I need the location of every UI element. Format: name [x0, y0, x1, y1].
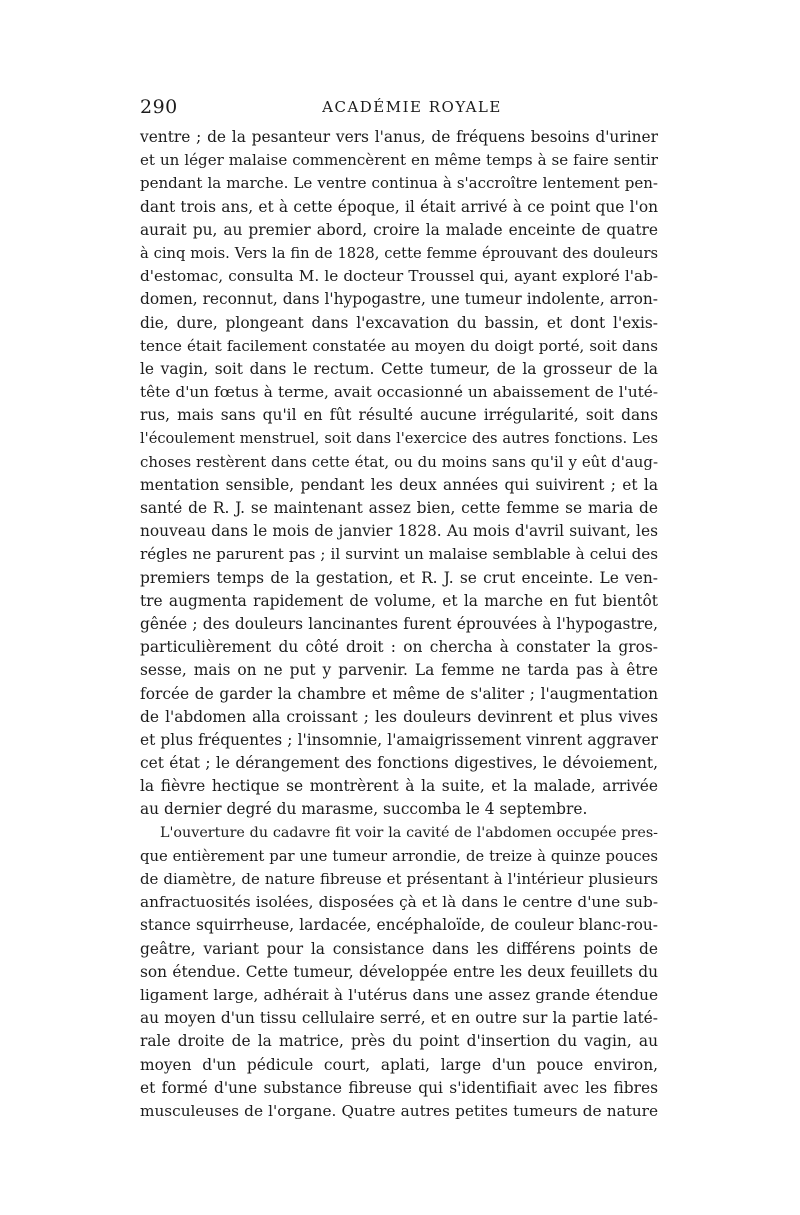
text-line: L'ouverture du cadavre fit voir la cavité de l'abdomen occupée pres-: [160, 824, 658, 841]
text-line: et plus fréquentes ; l'insomnie, l'amaigrissement vinrent aggraver: [140, 730, 658, 749]
text-line: d'estomac, consulta M. le docteur Troussel qui, ayant exploré l'ab-: [140, 267, 658, 286]
text-line: au dernier degré du marasme, succomba le 4 septembre.: [140, 800, 588, 819]
text-line: particulièrement du côté droit : on chercha à constater la gros-: [140, 638, 658, 657]
text-line: à cinq mois. Vers la fin de 1828, cette femme éprouvant des douleurs: [140, 244, 658, 262]
text-line: de diamètre, de nature fibreuse et présentant à l'intérieur plusieurs: [140, 870, 658, 888]
text-line: pendant la marche. Le ventre continua à s'accroître lentement pen-: [140, 174, 658, 193]
text-line: geâtre, variant pour la consistance dans les différens points de: [140, 939, 658, 958]
text-line: stance squirrheuse, lardacée, encéphaloïde, de couleur blanc-rou-: [140, 916, 658, 935]
text-line: choses restèrent dans cette état, ou du moins sans qu'il y eût d'aug-: [140, 452, 658, 471]
text-line: sesse, mais on ne put y parvenir. La femme ne tarda pas à être: [140, 661, 658, 680]
text-line: et un léger malaise commencèrent en même temps à se faire sentir: [140, 151, 658, 170]
text-line: moyen d'un pédicule court, aplati, large d'un pouce environ,: [140, 1055, 658, 1074]
text-line: tence était facilement constatée au moyen du doigt porté, soit dans: [140, 336, 658, 355]
text-line: que entièrement par une tumeur arrondie, de treize à quinze pouces: [140, 847, 658, 865]
text-line: gênée ; des douleurs lancinantes furent éprouvées à l'hypogastre,: [140, 614, 658, 633]
text-line: son étendue. Cette tumeur, développée entre les deux feuillets du: [140, 962, 658, 981]
text-line: la fièvre hectique se montrèrent à la suite, et la malade, arrivée: [140, 777, 658, 796]
text-line: nouveau dans le mois de janvier 1828. Au mois d'avril suivant, les: [140, 522, 658, 541]
text-line: die, dure, plongeant dans l'excavation du bassin, et dont l'exis-: [140, 313, 658, 332]
text-line: régles ne parurent pas ; il survint un malaise semblable à celui des: [140, 545, 658, 564]
text-line: l'écoulement menstruel, soit dans l'exercice des autres fonctions. Les: [140, 430, 658, 448]
paragraph-2: [140, 822, 658, 1123]
running-title: ACADÉMIE ROYALE: [322, 98, 502, 116]
text-line: santé de R. J. se maintenant assez bien, cette femme se maria de: [140, 499, 658, 517]
text-line: tête d'un fœtus à terme, avait occasionné un abaissement de l'uté-: [140, 383, 658, 402]
text-line: rus, mais sans qu'il en fût résulté aucune irrégularité, soit dans: [140, 406, 658, 425]
text-line: mentation sensible, pendant les deux années qui suivirent ; et la: [140, 475, 658, 494]
text-line: premiers temps de la gestation, et R. J. se crut enceinte. Le ven-: [140, 568, 658, 587]
text-line: et formé d'une substance fibreuse qui s'identifiait avec les fibres: [140, 1078, 658, 1097]
paragraph-1: [140, 126, 658, 822]
text-line: au moyen d'un tissu cellulaire serré, et en outre sur la partie laté-: [140, 1009, 658, 1028]
text-line: anfractuosités isolées, disposées çà et là dans le centre d'une sub-: [140, 893, 658, 912]
text-line: aurait pu, au premier abord, croire la malade enceinte de quatre: [140, 220, 658, 239]
running-head: [140, 96, 658, 124]
text-line: dant trois ans, et à cette époque, il était arrivé à ce point que l'on: [140, 197, 658, 216]
text-line: tre augmenta rapidement de volume, et la marche en fut bientôt: [140, 591, 658, 610]
text-line: forcée de garder la chambre et même de s'aliter ; l'augmentation: [140, 684, 658, 703]
text-line: ligament large, adhérait à l'utérus dans une assez grande étendue: [140, 985, 658, 1004]
text-line: rale droite de la matrice, près du point d'insertion du vagin, au: [140, 1032, 658, 1051]
text-line: domen, reconnut, dans l'hypogastre, une tumeur indolente, arron-: [140, 290, 658, 309]
page-number: 290: [140, 96, 178, 118]
text-line: de l'abdomen alla croissant ; les douleurs devinrent et plus vives: [140, 707, 658, 726]
text-line: le vagin, soit dans le rectum. Cette tumeur, de la grosseur de la: [140, 359, 658, 378]
text-line: ventre ; de la pesanteur vers l'anus, de fréquens besoins d'uriner: [140, 128, 658, 146]
page: [140, 96, 658, 1123]
text-line: cet état ; le dérangement des fonctions digestives, le dévoiement,: [140, 754, 658, 773]
text-line: musculeuses de l'organe. Quatre autres petites tumeurs de nature: [140, 1101, 658, 1120]
